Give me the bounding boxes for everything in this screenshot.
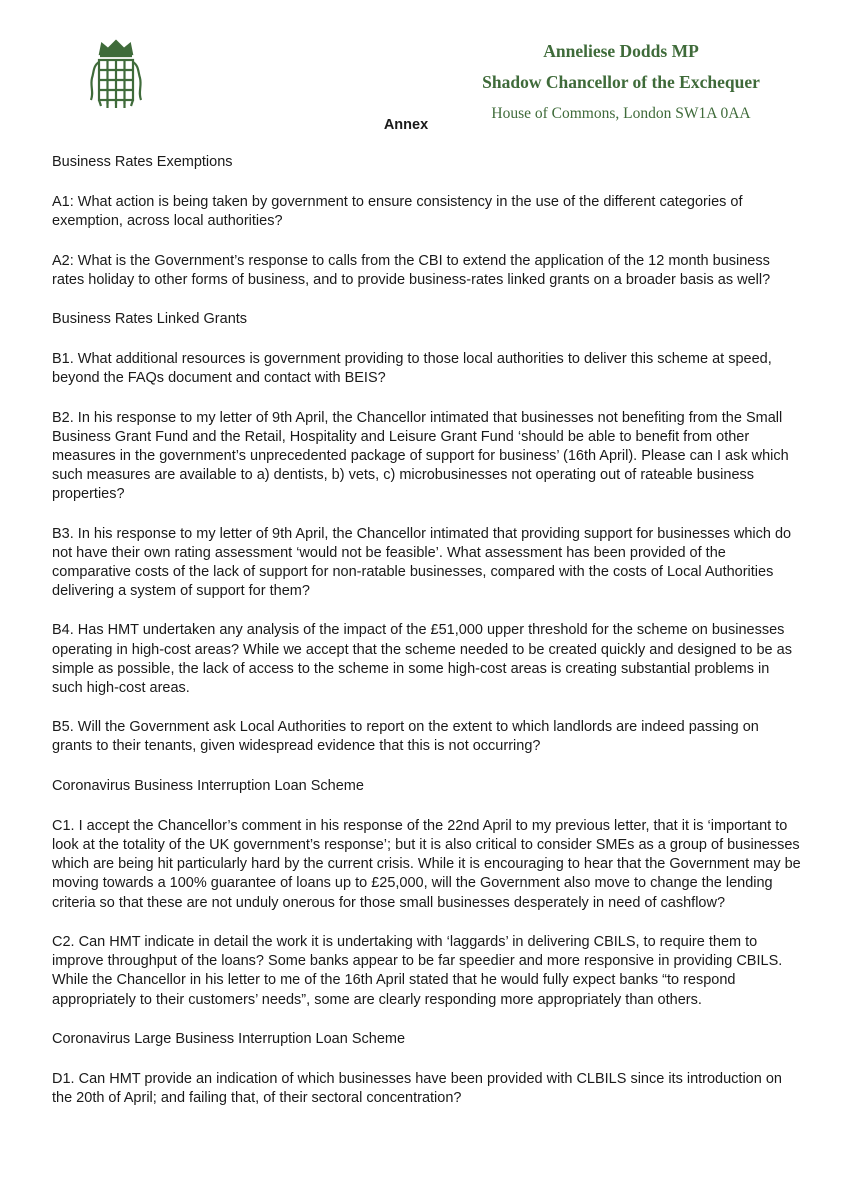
question-c2: C2. Can HMT indicate in detail the work it is undertaking with ‘laggards’ in delivering CBILS, to require them to improve throughput of the loans? Some banks appear to be far speedier and more responsive in providing CBILS. While the Chancellor in his letter to me of the 16th April stated that he would fully expect banks “to respond appropriately to their customers’ needs”, some are clearly responding more appropriately than others. <box>52 933 783 1008</box>
question-a1: A1: What action is being taken by government to ensure consistency in the use of the different categories of exemption, across local authorities? <box>52 194 743 230</box>
sender-title: Shadow Chancellor of the Exchequer <box>482 72 760 92</box>
document-body <box>52 153 802 1128</box>
question-b4: B4. Has HMT undertaken any analysis of the impact of the £51,000 upper threshold for the scheme on businesses operating in high-cost areas? While we accept that the scheme needed to be created quickly and designed to be as simple as possible, the lack of access to the scheme in some high-cost areas is creating substantial problems in such high-cost areas. <box>52 622 792 697</box>
question-b3: B3. In his response to my letter of 9th April, the Chancellor intimated that providing support for businesses which do not have their own rating assessment ‘would not be feasible’. What assessment has been provided of the comparative costs of the lack of support for non-ratable businesses, compared with the costs of Local Authorities delivering a system of support for them? <box>52 525 792 600</box>
section-heading-d: Coronavirus Large Business Interruption Loan Scheme <box>52 1030 406 1047</box>
question-d1: D1. Can HMT provide an indication of which businesses have been provided with CLBILS since its introduction on the 20th of April; and failing that, of their sectoral concentration? <box>52 1070 782 1107</box>
question-c1: C1. I accept the Chancellor’s comment in his response of the 22nd April to my previous letter, that it is ‘important to look at the totality of the UK government’s response’; but it is also critical to consider SMEs as a group of businesses which are being hit particularly hard by the current crisis. While it is encouraging to hear that the Government may be moving towards a 100% guarantee of loans up to £25,000, will the Government also move to change the lending criteria so that these are not unduly onerous for those small businesses desperately in need of cashflow? <box>52 817 801 911</box>
section-heading-c: Coronavirus Business Interruption Loan Scheme <box>52 777 364 794</box>
question-b2: B2. In his response to my letter of 9th April, the Chancellor intimated that businesses not benefiting from the Small Business Grant Fund and the Retail, Hospitality and Leisure Grant Fund ‘should be able to benefit from other measures in the government’s unprecedented package of support for business’ (16th April). Please can I ask which such measures are available to a) dentists, b) vets, c) microbusinesses not operating out of rateable business properties? <box>52 409 789 503</box>
sender-name: Anneliese Dodds MP <box>543 41 699 61</box>
annex-title: Annex <box>383 117 429 133</box>
question-a2: A2: What is the Government’s response to calls from the CBI to extend the application of the 12 month business rates holiday to other forms of business, and to provide business-rates linked grants on a broader basis as well? <box>52 252 771 288</box>
section-heading-b: Business Rates Linked Grants <box>52 311 248 328</box>
question-b1: B1. What additional resources is government providing to those local authorities to deliver this scheme at speed, beyond the FAQs document and contact with BEIS? <box>52 351 772 387</box>
portcullis-crown-icon <box>88 38 144 112</box>
letterhead <box>451 40 791 124</box>
question-b5: B5. Will the Government ask Local Authorities to report on the extent to which landlords are indeed passing on grants to their tenants, given widespread evidence that this is not occurring? <box>52 719 759 755</box>
section-heading-a: Business Rates Exemptions <box>52 154 233 170</box>
sender-address: House of Commons, London SW1A 0AA <box>491 105 751 122</box>
